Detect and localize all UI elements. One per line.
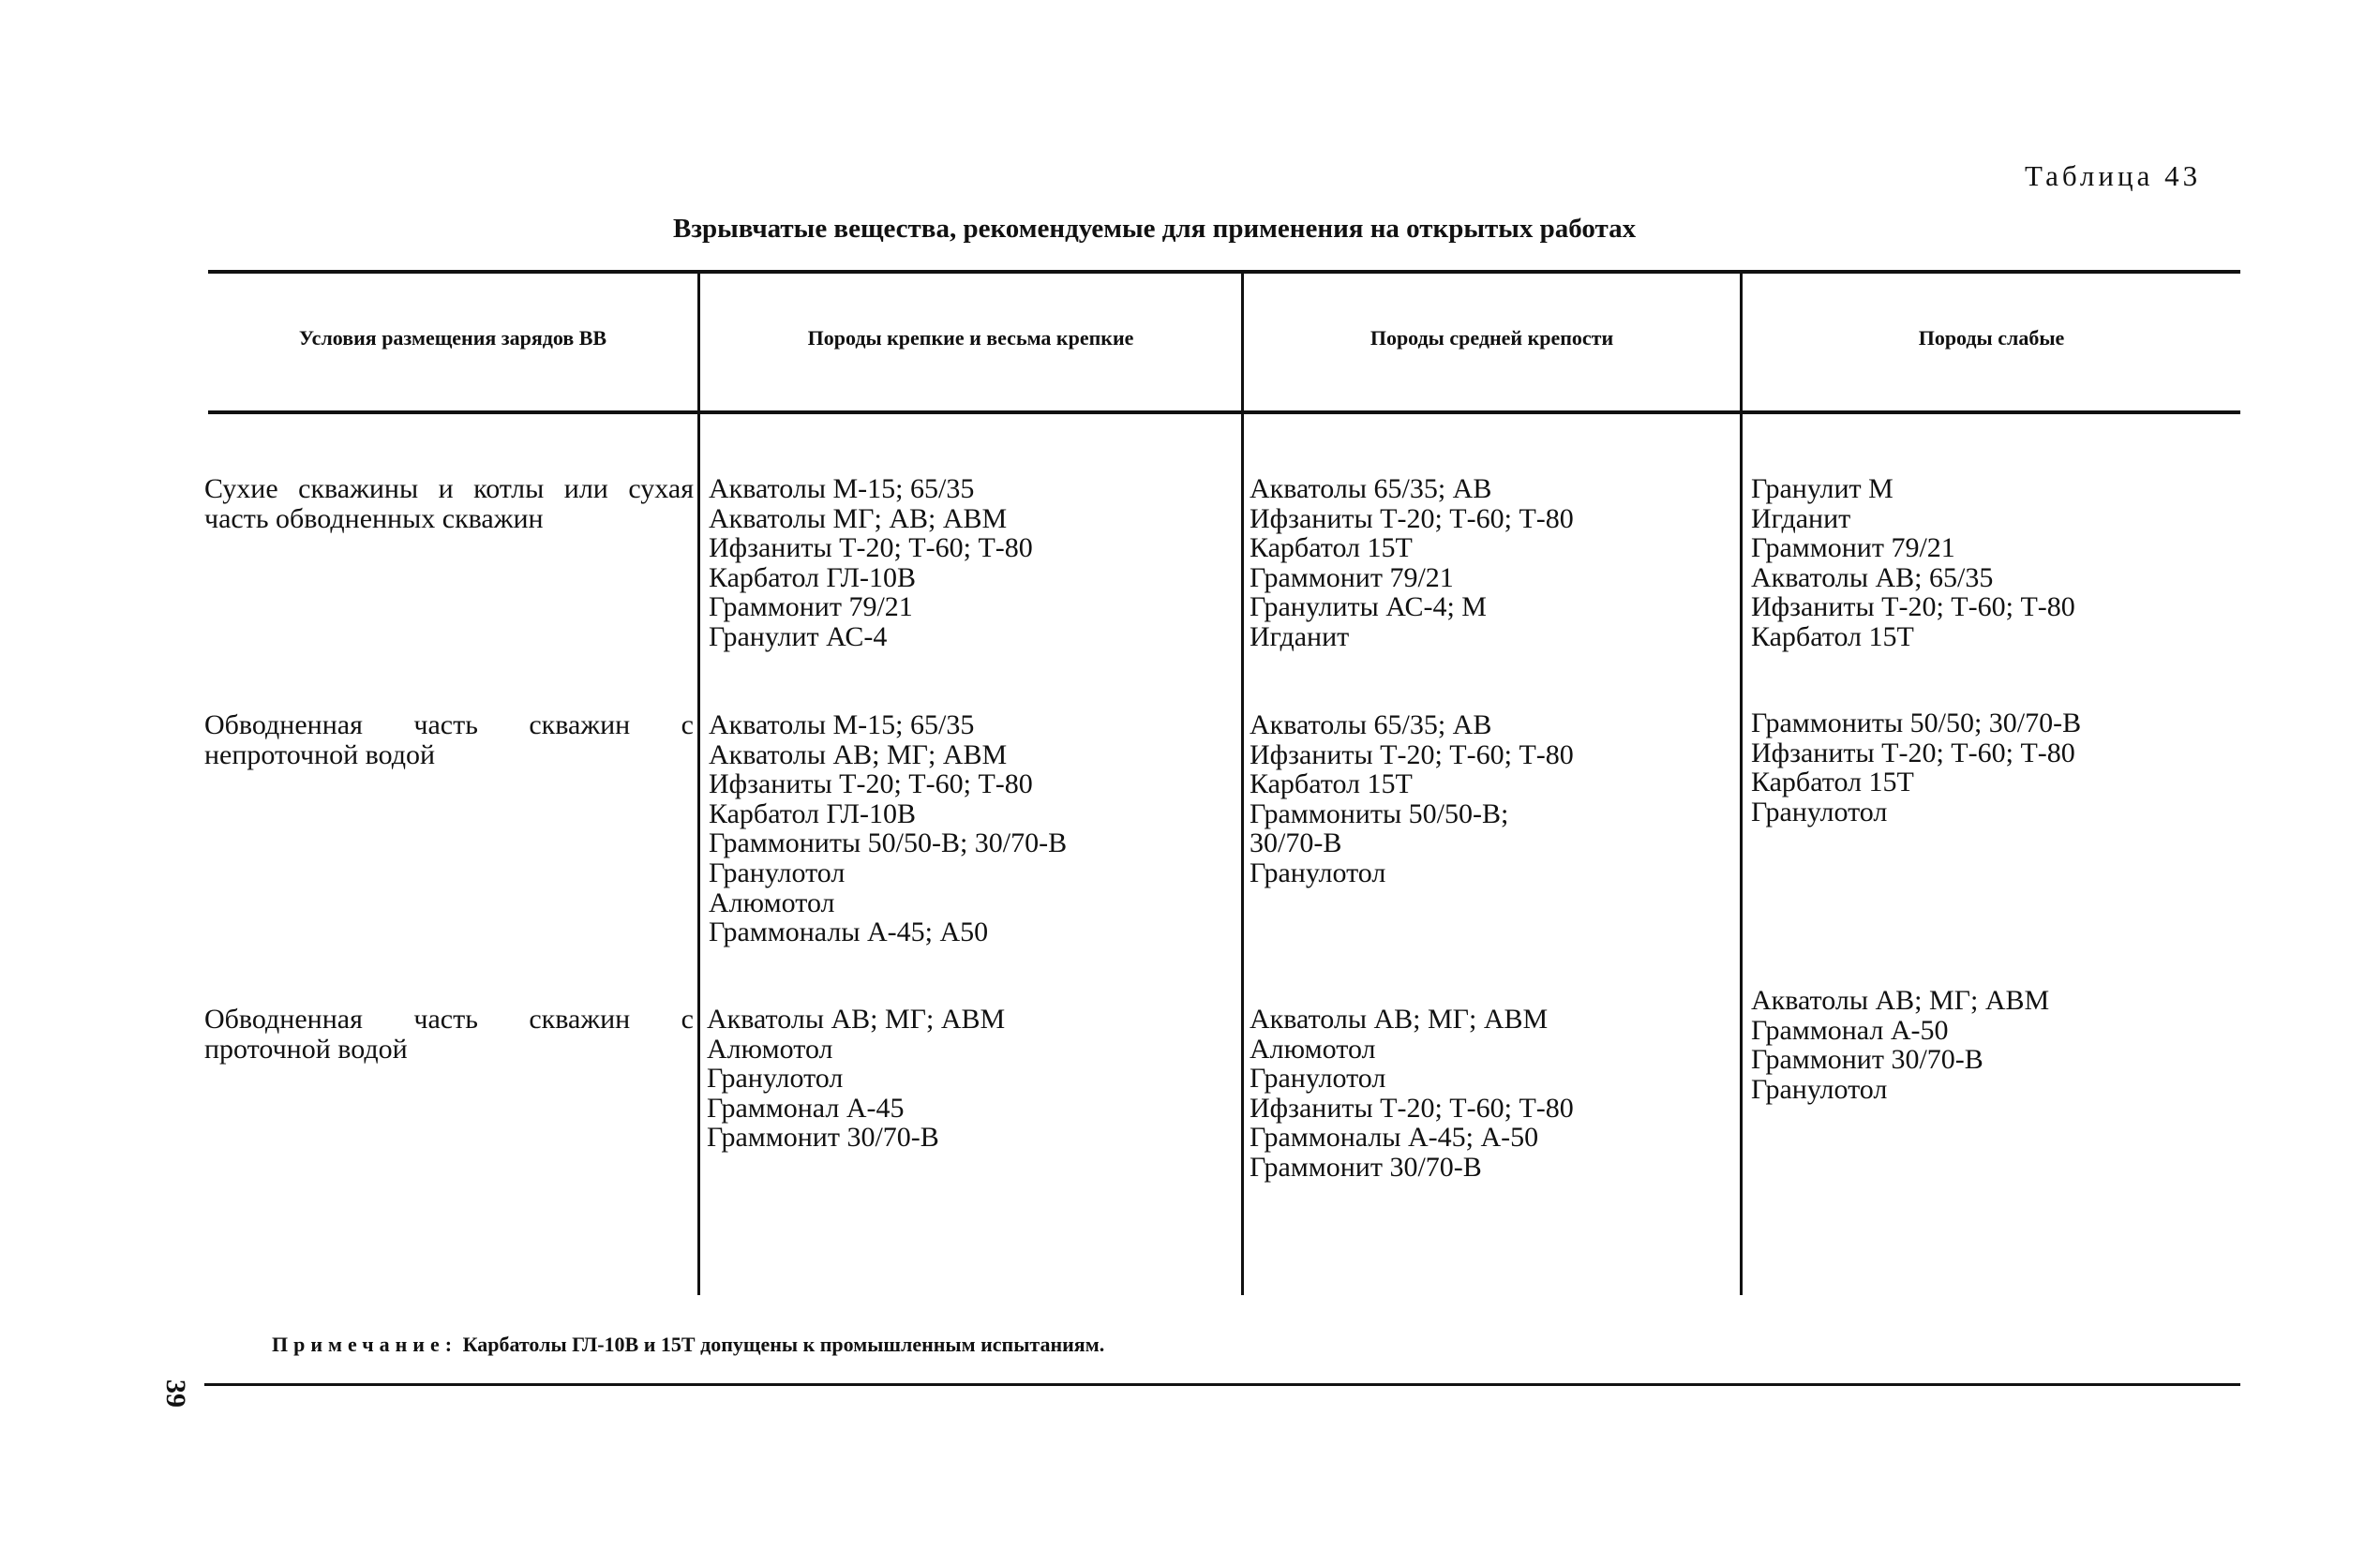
note-text: Карбатолы ГЛ-10В и 15Т допущены к промышленным испытаниям. xyxy=(462,1333,1105,1356)
explosive-item: Игданит xyxy=(1250,620,1350,652)
explosive-item: Ифзаниты Т-20; Т-60; Т-80 xyxy=(1250,502,1574,534)
table-top-rule xyxy=(208,270,2240,274)
weak-rocks-cell xyxy=(1751,986,2049,1104)
explosive-item: Гранулит АС-4 xyxy=(709,620,888,652)
explosive-item: Гранулотол xyxy=(1751,796,1888,827)
row-condition: Обводненная часть скважин с непроточной водой xyxy=(204,709,694,770)
column-header-conditions: Условия размещения зарядов ВВ xyxy=(298,326,607,350)
explosive-item: Гранулотол xyxy=(1250,1063,1386,1095)
explosive-item: Граммонит 30/70-В xyxy=(1751,1044,1983,1076)
explosive-item: Граммониты 50/50; 30/70-В xyxy=(1751,708,2082,738)
explosive-item: Ифзаниты Т-20; Т-60; Т-80 xyxy=(1751,591,2075,623)
explosive-item: Гранулотол xyxy=(1751,1073,1888,1105)
explosive-item: Граммонит 79/21 xyxy=(1751,532,1955,564)
explosive-item: Акватолы М-15; 65/35 xyxy=(709,709,975,740)
explosive-item: Алюмотол xyxy=(1250,1033,1376,1065)
explosive-item: Карбатол 15Т xyxy=(1250,768,1413,800)
column-header-medium-rocks: Породы средней крепости xyxy=(1370,326,1614,350)
explosive-item: 30/70-В xyxy=(1250,827,1342,859)
row-condition: Обводненная часть скважин с проточной водой xyxy=(204,1004,694,1065)
explosive-item: Ифзаниты Т-20; Т-60; Т-80 xyxy=(709,768,1033,800)
page-number: 39 xyxy=(160,1379,191,1408)
column-header-weak-rocks: Породы слабые xyxy=(1918,326,2065,350)
weak-rocks-cell xyxy=(1751,474,2075,652)
explosive-item: Граммоналы А-45; А50 xyxy=(709,917,989,948)
column-header-strong-rocks: Породы крепкие и весьма крепкие xyxy=(807,326,1134,350)
explosive-item: Карбатол 15Т xyxy=(1751,620,1914,652)
explosive-item: Гранулотол xyxy=(709,857,846,888)
table-note xyxy=(272,1333,1104,1357)
medium-rocks-cell xyxy=(1250,474,1574,652)
strong-rocks-cell xyxy=(707,1005,1005,1153)
explosive-item: Акватолы АВ; 65/35 xyxy=(1751,561,1994,593)
explosive-item: Акватолы М-15; 65/35 xyxy=(709,473,975,504)
explosive-item: Граммонит 30/70-В xyxy=(707,1122,939,1154)
note-label: Примечание: xyxy=(272,1333,458,1356)
explosive-item: Алюмотол xyxy=(709,887,835,918)
page-bottom-rule xyxy=(204,1383,2240,1386)
explosive-item: Граммонит 30/70-В xyxy=(1250,1151,1482,1183)
header-bottom-rule xyxy=(208,410,2240,414)
column-divider xyxy=(697,274,700,1295)
explosive-item: Ифзаниты Т-20; Т-60; Т-80 xyxy=(1751,737,2075,768)
explosive-item: Гранулиты АС-4; М xyxy=(1250,591,1487,623)
explosive-item: Акватолы АВ; МГ; АВМ xyxy=(707,1004,1006,1035)
explosive-item: Карбатол 15Т xyxy=(1751,767,1914,798)
explosive-item: Алюмотол xyxy=(707,1033,833,1065)
strong-rocks-cell xyxy=(709,710,1067,947)
explosive-item: Карбатол ГЛ-10В xyxy=(709,797,916,829)
table-number-label: Таблица 43 xyxy=(2025,159,2202,192)
column-divider xyxy=(1740,274,1743,1295)
strong-rocks-cell xyxy=(709,474,1033,652)
explosive-item: Акватолы АВ; МГ; АВМ xyxy=(709,738,1008,770)
explosive-item: Граммонал А-50 xyxy=(1751,1014,1949,1046)
explosive-item: Ифзаниты Т-20; Т-60; Т-80 xyxy=(1250,1092,1574,1124)
explosive-item: Карбатол ГЛ-10В xyxy=(709,561,916,593)
explosive-item: Гранулотол xyxy=(1250,857,1386,888)
explosive-item: Гранулотол xyxy=(707,1063,844,1095)
explosive-item: Граммониты 50/50-В; 30/70-В xyxy=(709,827,1068,859)
explosive-item: Граммоналы А-45; А-50 xyxy=(1250,1122,1539,1154)
explosive-item: Ифзаниты Т-20; Т-60; Т-80 xyxy=(709,532,1033,564)
explosive-item: Карбатол 15Т xyxy=(1250,532,1413,564)
explosive-item: Ифзаниты Т-20; Т-60; Т-80 xyxy=(1250,738,1574,770)
explosive-item: Граммониты 50/50-В; xyxy=(1250,797,1509,829)
explosive-item: Акватолы МГ; АВ; АВМ xyxy=(709,502,1008,534)
weak-rocks-cell xyxy=(1751,708,2081,827)
explosive-item: Акватолы 65/35; АВ xyxy=(1250,709,1492,740)
explosive-item: Граммонит 79/21 xyxy=(709,591,913,623)
explosive-item: Акватолы АВ; МГ; АВМ xyxy=(1751,985,2050,1016)
explosive-item: Акватолы АВ; МГ; АВМ xyxy=(1250,1004,1549,1035)
row-condition: Сухие скважины и котлы или сухая часть обводненных скважин xyxy=(204,473,694,534)
explosive-item: Гранулит М xyxy=(1751,473,1894,504)
medium-rocks-cell xyxy=(1250,1005,1574,1183)
explosive-item: Игданит xyxy=(1751,502,1851,534)
explosive-item: Граммонит 79/21 xyxy=(1250,561,1454,593)
explosive-item: Граммонал А-45 xyxy=(707,1092,905,1124)
table-title: Взрывчатые вещества, рекомендуемые для применения на открытых работах xyxy=(673,214,1637,244)
column-divider xyxy=(1241,274,1244,1295)
medium-rocks-cell xyxy=(1250,710,1574,888)
explosive-item: Акватолы 65/35; АВ xyxy=(1250,473,1492,504)
